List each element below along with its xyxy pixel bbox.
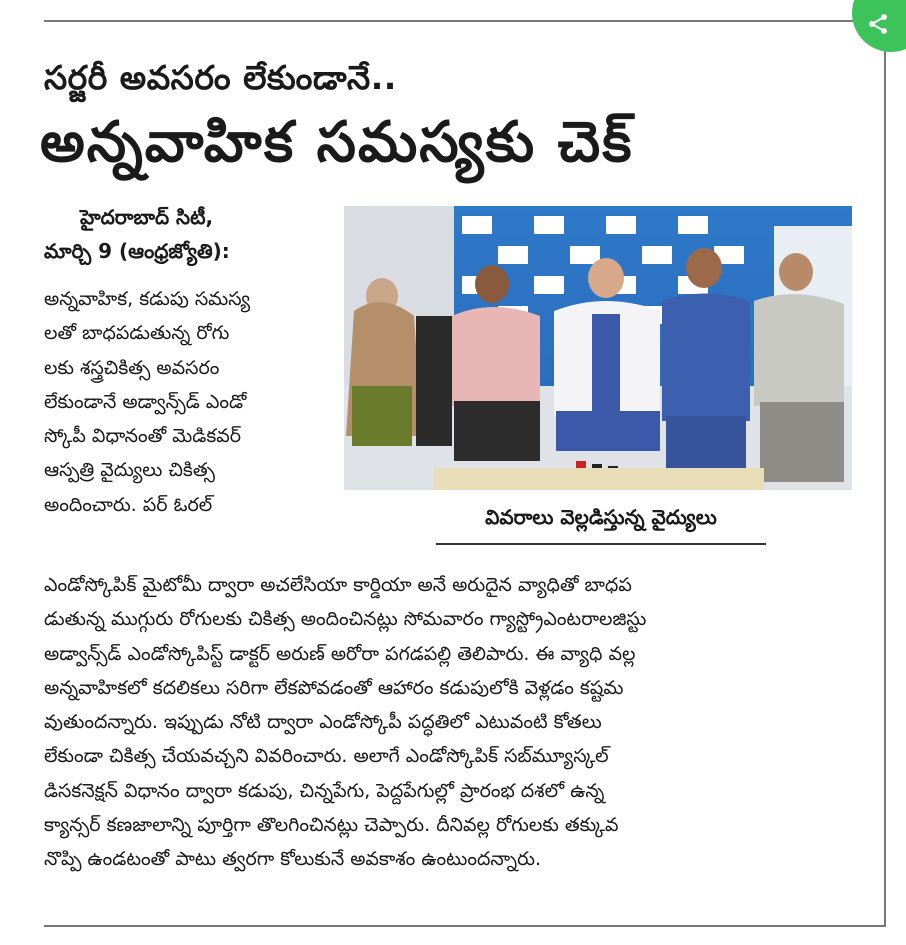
dateline: [44, 200, 334, 268]
dateline-date-source: మార్చి 9 (ఆంధ్రజ్యోతి):: [44, 239, 230, 263]
body-line: క్యాన్సర్ కణజాలాన్ని పూర్తిగా తొలగించినట్లు చెప్పారు. దీనివల్ల రోగులకు తక్కువ: [44, 814, 619, 837]
body-line: అన్నవాహికలో కదలికలు సరిగా లేకపోవడంతో ఆహారం కడుపులోకి వెళ్లడం కష్టమ: [44, 676, 624, 699]
share-icon: [866, 12, 890, 36]
lead-line: లతో బాధపడుతున్న రోగు: [44, 322, 230, 345]
lead-line: లకు శస్త్రచికిత్స అవసరం: [44, 356, 220, 379]
lead-line: అందించారు. పర్ ఓరల్: [44, 493, 213, 516]
share-button[interactable]: [852, 0, 906, 52]
caption-underline: [436, 543, 766, 545]
body-line: వుతుందన్నారు. ఇప్పుడు నోటి ద్వారా ఎండోస్కోపీ పద్ధతిలో ఎటువంటి కోతలు: [44, 711, 602, 734]
kicker-headline: సర్జరీ అవసరం లేకుండానే..: [44, 58, 397, 97]
lead-line: ఆస్పత్రి వైద్యులు చికిత్స: [44, 459, 215, 482]
lead-line: అన్నవాహిక, కడుపు సమస్య: [44, 288, 251, 310]
article-photo: [344, 206, 852, 490]
body-line: ఎండోస్కోపిక్ మైటోమీ ద్వారా అచలేసియా కార్డియా అనే అరుదైన వ్యాధితో బాధప: [44, 574, 632, 596]
right-rule: [884, 20, 886, 925]
main-headline: అన్నవాహిక సమస్యకు చెక్: [40, 110, 634, 175]
top-rule: [44, 20, 884, 22]
body-line: అడ్వాన్స్‌డ్ ఎండోస్కోపిస్ట్ డాక్టర్ అరుణ్ అరోరా పగడపల్లి తెలిపారు. ఈ వ్యాధి వల్ల: [44, 642, 636, 665]
lead-line: స్కోపీ విధానంతో మెడికవర్: [44, 425, 242, 448]
body-line: డుతున్న ముగ్గురు రోగులకు చికిత్స అందించినట్లు సోమవారం గ్యాస్ట్రోఎంటరాలజిస్టు: [44, 608, 647, 631]
dateline-place: హైదరాబాద్ సిటీ,: [80, 205, 214, 229]
lead-paragraph: [44, 282, 334, 522]
photo-caption: వివరాలు వెల్లడిస్తున్న వైద్యులు: [485, 505, 717, 529]
lead-line: లేకుండానే అడ్వాన్స్‌డ్ ఎండో: [44, 390, 247, 413]
body-line: నొప్పి ఉండటంతో పాటు త్వరగా కోలుకునే అవకాశం ఉంటుందన్నారు.: [44, 848, 541, 871]
body-paragraph: [44, 568, 860, 877]
bottom-rule: [44, 925, 886, 927]
photo-people: [344, 206, 852, 490]
body-line: లేకుండా చికిత్స చేయవచ్చని వివరించారు. అలాగే ఎండోస్కోపిక్ సబ్‌మ్యూస్కల్: [44, 745, 609, 768]
photo-table: [434, 468, 764, 490]
body-line: డిసకనెక్షన్ విధానం ద్వారా కడుపు, చిన్నపేగు, పెద్దపేగుల్లో ప్రారంభ దశలో ఉన్న: [44, 779, 605, 802]
